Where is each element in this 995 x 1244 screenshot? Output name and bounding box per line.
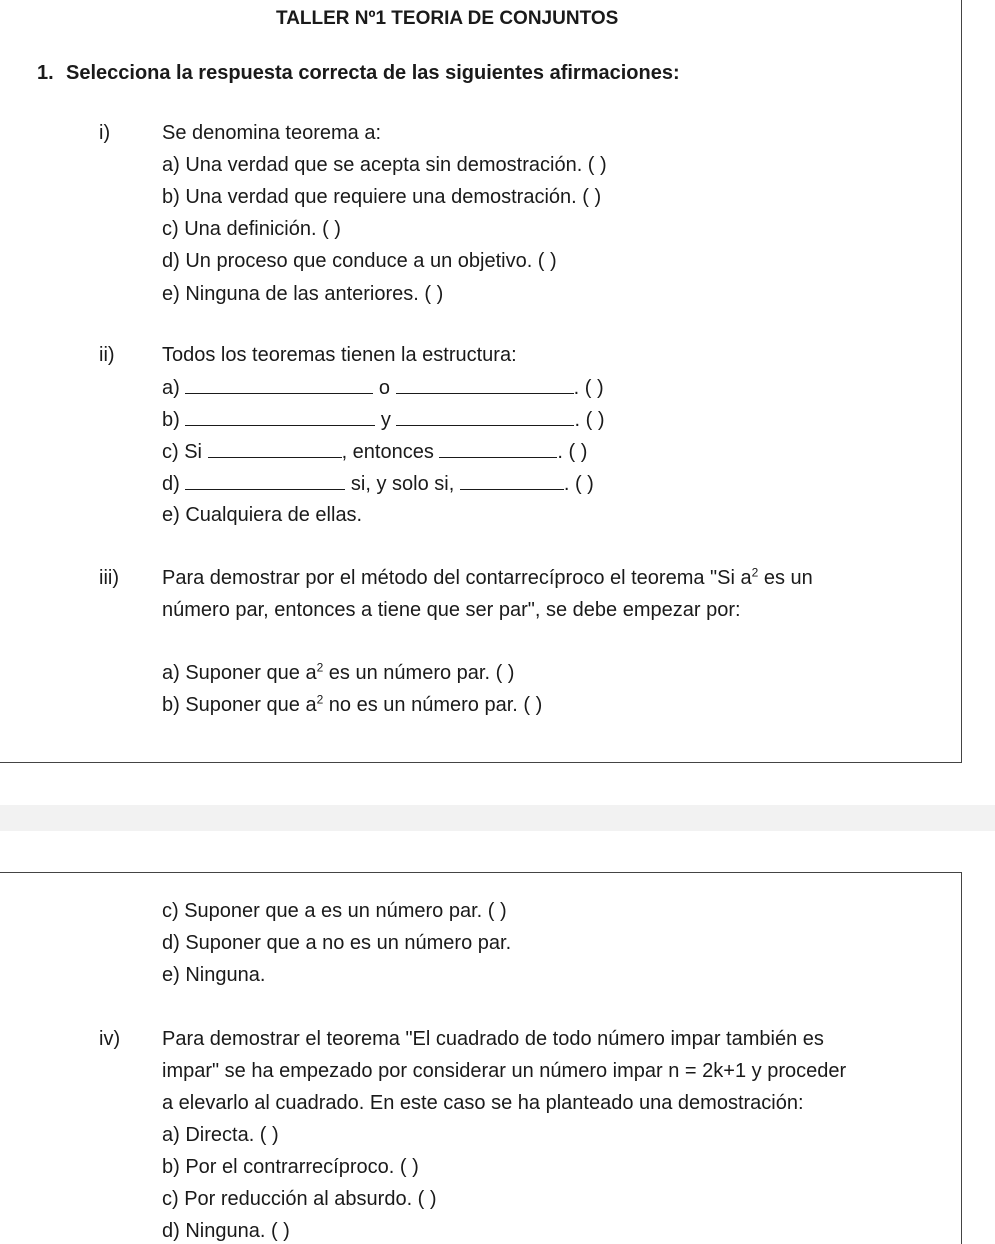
option-prefix: d) (162, 473, 180, 495)
item-i-option-b: b) Una verdad que requiere una demostración. ( ) (162, 186, 602, 208)
item-iv-option-c: c) Por reducción al absurdo. ( ) (162, 1188, 437, 1210)
item-iv-option-d: d) Ninguna. ( ) (162, 1220, 290, 1242)
item-iii-option-b (162, 693, 542, 717)
item-iii-option-c: c) Suponer que a es un número par. ( ) (162, 900, 507, 922)
item-iv-stem-line-1: Para demostrar el teorema "El cuadrado de todo número impar también es (162, 1028, 824, 1050)
item-iii-numeral: iii) (99, 567, 119, 589)
exponent: 2 (316, 692, 324, 707)
item-ii-stem: Todos los teoremas tienen la estructura: (162, 344, 517, 366)
item-i-option-d: d) Un proceso que conduce a un objetivo. ( ) (162, 250, 557, 272)
item-ii-option-e: e) Cualquiera de ellas. (162, 504, 363, 526)
item-i-option-c: c) Una definición. ( ) (162, 218, 341, 240)
item-iv-numeral: iv) (99, 1028, 121, 1050)
item-iii-option-a (162, 661, 514, 685)
stem-text: Para demostrar por el método del contarrecíproco el teorema "Si a (162, 567, 752, 589)
option-connector: o (378, 377, 391, 399)
stem-text: es un (758, 567, 813, 589)
option-connector: , entonces (341, 441, 434, 463)
answer-blank[interactable] (185, 471, 345, 490)
answer-blank[interactable] (439, 439, 557, 458)
item-i-option-e: e) Ninguna de las anteriores. ( ) (162, 283, 444, 305)
option-end: . ( ) (573, 377, 604, 399)
option-connector: si, y solo si, (350, 473, 455, 495)
answer-blank[interactable] (208, 439, 342, 458)
page-separator (0, 805, 995, 831)
item-i-option-a: a) Una verdad que se acepta sin demostración. ( ) (162, 154, 607, 176)
option-text: b) Suponer que a (162, 694, 317, 716)
option-end: . ( ) (557, 441, 588, 463)
item-ii-option-d (162, 471, 594, 496)
item-iii-option-d: d) Suponer que a no es un número par. (162, 932, 512, 954)
item-iii-option-e: e) Ninguna. (162, 964, 266, 986)
option-prefix: a) (162, 377, 180, 399)
item-ii-option-a (162, 375, 604, 400)
item-i-stem: Se denomina teorema a: (162, 122, 382, 144)
item-iv-stem-line-2: impar" se ha empezado por considerar un número impar n = 2k+1 y proceder (162, 1060, 847, 1082)
option-end: . ( ) (574, 409, 605, 431)
item-iv-stem-line-3: a elevarlo al cuadrado. En este caso se ha planteado una demostración: (162, 1092, 804, 1114)
option-connector: y (380, 409, 391, 431)
exponent: 2 (751, 565, 759, 580)
item-ii-numeral: ii) (99, 344, 115, 366)
option-prefix: b) (162, 409, 180, 431)
item-ii-option-c (162, 439, 587, 464)
item-i-numeral: i) (99, 122, 111, 144)
worksheet-page-2 (0, 872, 962, 1244)
item-iii-stem-line-2: número par, entonces a tiene que ser par", se debe empezar por: (162, 599, 741, 621)
answer-blank[interactable] (396, 407, 574, 426)
item-iv-option-a: a) Directa. ( ) (162, 1124, 279, 1146)
answer-blank[interactable] (396, 375, 574, 394)
answer-blank[interactable] (460, 471, 564, 490)
option-text: a) Suponer que a (162, 662, 317, 684)
worksheet-title: TALLER Nº1 TEORIA DE CONJUNTOS (276, 8, 619, 29)
option-end: . ( ) (563, 473, 594, 495)
exponent: 2 (316, 660, 324, 675)
item-iii-stem-line-1 (162, 566, 813, 590)
question-1-number: 1. (37, 62, 54, 84)
question-1-text: Selecciona la respuesta correcta de las siguientes afirmaciones: (66, 62, 680, 84)
item-ii-option-b (162, 407, 604, 432)
option-text: es un número par. ( ) (323, 662, 515, 684)
item-iv-option-b: b) Por el contrarrecíproco. ( ) (162, 1156, 419, 1178)
answer-blank[interactable] (185, 407, 375, 426)
option-prefix: c) Si (162, 441, 202, 463)
option-text: no es un número par. ( ) (323, 694, 543, 716)
answer-blank[interactable] (185, 375, 373, 394)
